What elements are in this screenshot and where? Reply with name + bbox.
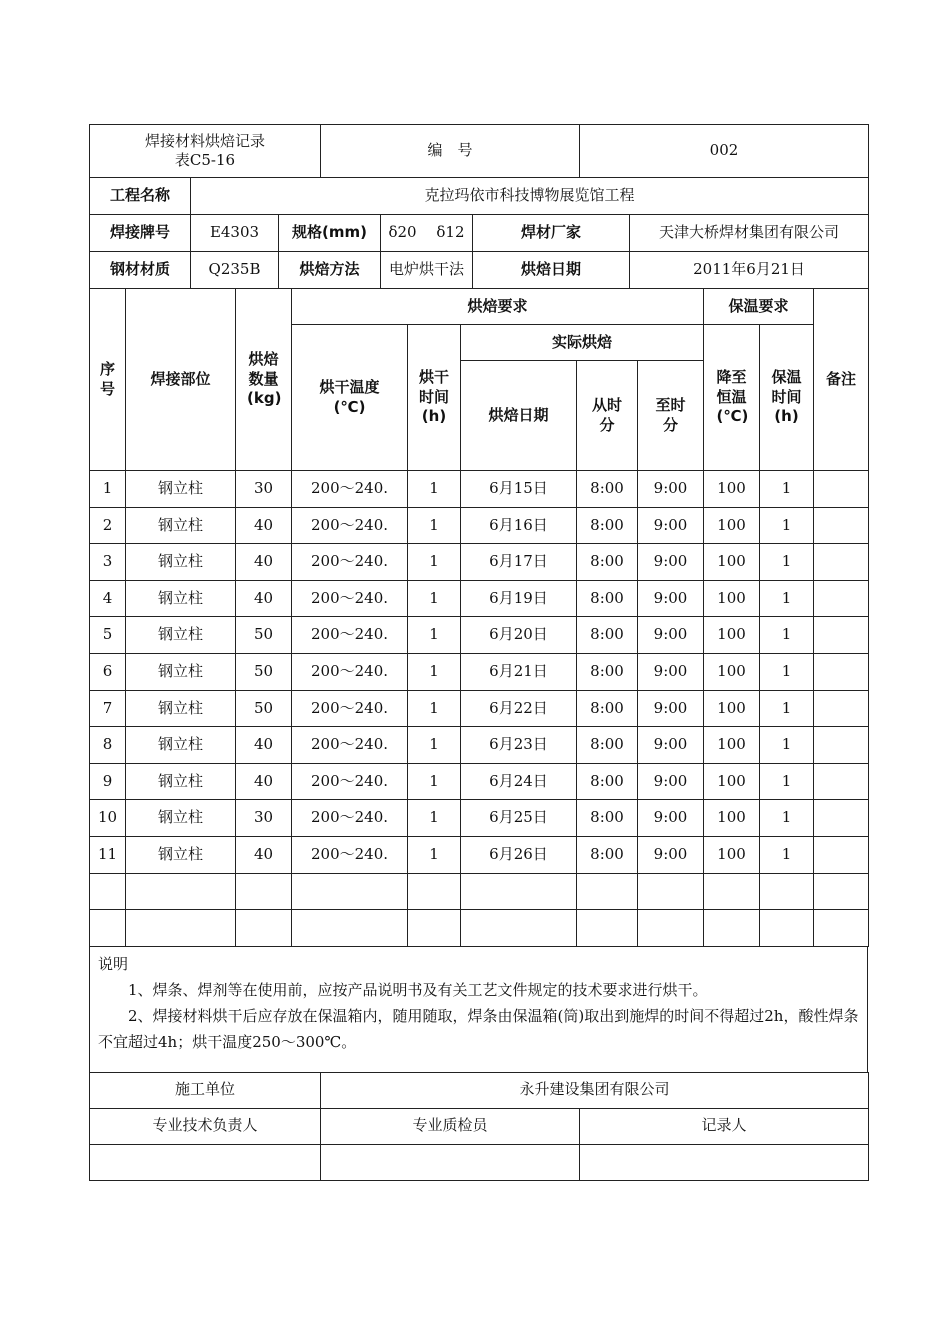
empty-cell: [814, 873, 869, 910]
cell-seq: 5: [90, 617, 126, 654]
rows-body: [90, 471, 869, 947]
table-row: [90, 836, 869, 873]
cell-part: 钢立柱: [126, 690, 236, 727]
number-label: 编 号: [321, 125, 580, 178]
cell-cool: 100: [704, 836, 760, 873]
cell-temp: 200～240.: [292, 580, 408, 617]
number-value: 002: [580, 125, 869, 178]
info-table: [89, 177, 869, 289]
notes-line-2: 2、焊接材料烘干后应存放在保温箱内，随用随取，焊条由保温箱(筒)取出到施焊的时间不得超过2h，酸性焊条不宜超过4h；烘干温度250～300℃。: [98, 1006, 859, 1051]
unit-label: 施工单位: [90, 1072, 321, 1108]
cell-date: 6月15日: [461, 471, 577, 508]
cell-to: 9:00: [638, 544, 704, 581]
cell-remark: [814, 727, 869, 764]
steel-label: 钢材材质: [90, 252, 191, 289]
cell-remark: [814, 544, 869, 581]
cell-part: 钢立柱: [126, 653, 236, 690]
col-remark: 备注: [814, 289, 869, 471]
col-temp: [292, 325, 408, 471]
cell-to: 9:00: [638, 471, 704, 508]
cell-qty: 40: [236, 763, 292, 800]
cell-to: 9:00: [638, 727, 704, 764]
cell-to: 9:00: [638, 836, 704, 873]
cell-seq: 9: [90, 763, 126, 800]
cell-date: 6月20日: [461, 617, 577, 654]
empty-cell: [126, 910, 236, 947]
empty-cell: [577, 873, 638, 910]
notes-line-1: 1、焊条、焊剂等在使用前，应按产品说明书及有关工艺文件规定的技术要求进行烘干。: [128, 980, 708, 999]
data-table: [89, 288, 869, 947]
empty-cell: [638, 873, 704, 910]
cell-temp: 200～240.: [292, 727, 408, 764]
cell-to: 9:00: [638, 617, 704, 654]
notes-table: [89, 946, 868, 1073]
form-code: 表C5-16: [174, 151, 236, 169]
empty-cell: [90, 873, 126, 910]
spec-label: 规格(mm): [279, 215, 381, 252]
cell-part: 钢立柱: [126, 727, 236, 764]
cell-time: 1: [408, 800, 461, 837]
cell-from: 8:00: [577, 836, 638, 873]
table-row: [90, 653, 869, 690]
cell-time: 1: [408, 836, 461, 873]
cell-date: 6月21日: [461, 653, 577, 690]
method-value: 电炉烘干法: [381, 252, 473, 289]
cell-keep: 1: [760, 507, 814, 544]
cell-remark: [814, 763, 869, 800]
cell-from: 8:00: [577, 507, 638, 544]
cell-qty: 30: [236, 800, 292, 837]
unit-value: 永升建设集团有限公司: [321, 1072, 869, 1108]
cell-remark: [814, 800, 869, 837]
cell-cool: 100: [704, 800, 760, 837]
cell-to: 9:00: [638, 690, 704, 727]
cell-date: 6月17日: [461, 544, 577, 581]
cell-temp: 200～240.: [292, 800, 408, 837]
empty-cell: [408, 873, 461, 910]
empty-cell: [292, 873, 408, 910]
col-to-label: 至时分: [655, 396, 686, 434]
cell-part: 钢立柱: [126, 836, 236, 873]
cell-cool: 100: [704, 580, 760, 617]
cell-part: 钢立柱: [126, 800, 236, 837]
cell-qty: 40: [236, 727, 292, 764]
empty-cell: [760, 910, 814, 947]
cell-qty: 50: [236, 617, 292, 654]
project-value: 克拉玛依市科技博物展览馆工程: [191, 178, 869, 215]
cell-keep: 1: [760, 800, 814, 837]
table-row: [90, 471, 869, 508]
date-value: 2011年6月21日: [630, 252, 869, 289]
empty-row: [90, 910, 869, 947]
cell-from: 8:00: [577, 544, 638, 581]
cell-from: 8:00: [577, 690, 638, 727]
table-row: [90, 507, 869, 544]
cell-date: 6月24日: [461, 763, 577, 800]
empty-cell: [292, 910, 408, 947]
cell-temp: 200～240.: [292, 617, 408, 654]
cell-from: 8:00: [577, 727, 638, 764]
table-row: [90, 544, 869, 581]
cell-part: 钢立柱: [126, 617, 236, 654]
cell-keep: 1: [760, 617, 814, 654]
maker-label: 焊材厂家: [473, 215, 630, 252]
col-seq-label: 序号: [100, 360, 116, 398]
cell-temp: 200～240.: [292, 471, 408, 508]
cell-date: 6月26日: [461, 836, 577, 873]
cell-temp: 200～240.: [292, 763, 408, 800]
col-keep: 保温要求: [704, 289, 814, 325]
project-label: 工程名称: [90, 178, 191, 215]
cell-seq: 4: [90, 580, 126, 617]
cell-qty: 40: [236, 580, 292, 617]
cell-to: 9:00: [638, 580, 704, 617]
col-date: 烘焙日期: [461, 361, 577, 471]
cell-qty: 40: [236, 836, 292, 873]
cell-seq: 1: [90, 471, 126, 508]
cell-to: 9:00: [638, 653, 704, 690]
cell-date: 6月25日: [461, 800, 577, 837]
cell-from: 8:00: [577, 471, 638, 508]
steel-value: Q235B: [191, 252, 279, 289]
cell-time: 1: [408, 763, 461, 800]
brand-label: 焊接牌号: [90, 215, 191, 252]
col-req: 烘焙要求: [292, 289, 704, 325]
cell-cool: 100: [704, 727, 760, 764]
cell-qty: 40: [236, 544, 292, 581]
col-cool-label: 降至恒温(℃): [716, 368, 749, 426]
qc-label: 专业质检员: [321, 1108, 580, 1144]
col-keeptime: [760, 325, 814, 471]
notes-title: 说明: [98, 954, 129, 973]
cell-keep: 1: [760, 836, 814, 873]
footer-table: [89, 1072, 869, 1181]
empty-cell: [704, 910, 760, 947]
cell-part: 钢立柱: [126, 763, 236, 800]
empty-cell: [461, 910, 577, 947]
cell-time: 1: [408, 471, 461, 508]
cell-date: 6月19日: [461, 580, 577, 617]
baking-record-form: [89, 124, 868, 1181]
cell-time: 1: [408, 727, 461, 764]
cell-cool: 100: [704, 653, 760, 690]
col-time-label: 烘干时间(h): [419, 368, 450, 426]
cell-keep: 1: [760, 471, 814, 508]
cell-remark: [814, 617, 869, 654]
cell-keep: 1: [760, 544, 814, 581]
cell-part: 钢立柱: [126, 544, 236, 581]
cell-date: 6月22日: [461, 690, 577, 727]
rec-sign: [580, 1144, 869, 1180]
cell-from: 8:00: [577, 653, 638, 690]
cell-keep: 1: [760, 727, 814, 764]
cell-date: 6月16日: [461, 507, 577, 544]
cell-seq: 8: [90, 727, 126, 764]
tech-label: 专业技术负责人: [90, 1108, 321, 1144]
cell-seq: 3: [90, 544, 126, 581]
cell-part: 钢立柱: [126, 580, 236, 617]
empty-cell: [126, 873, 236, 910]
cell-seq: 10: [90, 800, 126, 837]
empty-cell: [760, 873, 814, 910]
cell-part: 钢立柱: [126, 471, 236, 508]
cell-keep: 1: [760, 580, 814, 617]
cell-qty: 50: [236, 653, 292, 690]
cell-remark: [814, 836, 869, 873]
table-row: [90, 580, 869, 617]
col-from-label: 从时分: [592, 396, 623, 434]
cell-remark: [814, 580, 869, 617]
cell-keep: 1: [760, 763, 814, 800]
cell-time: 1: [408, 580, 461, 617]
empty-cell: [236, 873, 292, 910]
cell-remark: [814, 471, 869, 508]
col-qty: [236, 289, 292, 471]
header-table: [89, 124, 869, 178]
cell-time: 1: [408, 507, 461, 544]
empty-cell: [814, 910, 869, 947]
cell-seq: 11: [90, 836, 126, 873]
empty-cell: [577, 910, 638, 947]
cell-remark: [814, 507, 869, 544]
brand-value: E4303: [191, 215, 279, 252]
cell-cool: 100: [704, 544, 760, 581]
cell-keep: 1: [760, 690, 814, 727]
cell-to: 9:00: [638, 763, 704, 800]
cell-time: 1: [408, 617, 461, 654]
method-label: 烘焙方法: [279, 252, 381, 289]
col-seq: [90, 289, 126, 471]
col-to: [638, 361, 704, 471]
cell-date: 6月23日: [461, 727, 577, 764]
col-from: [577, 361, 638, 471]
empty-cell: [704, 873, 760, 910]
cell-temp: 200～240.: [292, 836, 408, 873]
cell-remark: [814, 690, 869, 727]
table-row: [90, 763, 869, 800]
cell-cool: 100: [704, 690, 760, 727]
cell-cool: 100: [704, 507, 760, 544]
col-part: 焊接部位: [126, 289, 236, 471]
cell-seq: 2: [90, 507, 126, 544]
cell-time: 1: [408, 690, 461, 727]
cell-qty: 30: [236, 471, 292, 508]
cell-cool: 100: [704, 471, 760, 508]
col-keeptime-label: 保温时间(h): [771, 368, 802, 426]
table-row: [90, 800, 869, 837]
col-qty-label: 烘焙数量(kg): [247, 350, 282, 408]
cell-temp: 200～240.: [292, 653, 408, 690]
cell-time: 1: [408, 653, 461, 690]
rec-label: 记录人: [580, 1108, 869, 1144]
cell-time: 1: [408, 544, 461, 581]
tech-sign: [90, 1144, 321, 1180]
col-time: [408, 325, 461, 471]
cell-part: 钢立柱: [126, 507, 236, 544]
cell-from: 8:00: [577, 617, 638, 654]
empty-cell: [461, 873, 577, 910]
cell-temp: 200～240.: [292, 507, 408, 544]
table-row: [90, 690, 869, 727]
cell-temp: 200～240.: [292, 690, 408, 727]
cell-remark: [814, 653, 869, 690]
empty-cell: [408, 910, 461, 947]
spec-value: δ20 δ12: [381, 215, 473, 252]
cell-from: 8:00: [577, 580, 638, 617]
cell-qty: 50: [236, 690, 292, 727]
cell-to: 9:00: [638, 800, 704, 837]
cell-keep: 1: [760, 653, 814, 690]
cell-from: 8:00: [577, 763, 638, 800]
empty-cell: [236, 910, 292, 947]
cell-qty: 40: [236, 507, 292, 544]
form-title-cell: [90, 125, 321, 178]
maker-value: 天津大桥焊材集团有限公司: [630, 215, 869, 252]
col-actual: 实际烘焙: [461, 325, 704, 361]
table-row: [90, 727, 869, 764]
notes-cell: [90, 946, 868, 1072]
col-cool: [704, 325, 760, 471]
cell-seq: 6: [90, 653, 126, 690]
empty-row: [90, 873, 869, 910]
cell-from: 8:00: [577, 800, 638, 837]
cell-seq: 7: [90, 690, 126, 727]
form-title: 焊接材料烘焙记录: [144, 131, 265, 150]
cell-to: 9:00: [638, 507, 704, 544]
empty-cell: [638, 910, 704, 947]
qc-sign: [321, 1144, 580, 1180]
date-label: 烘焙日期: [473, 252, 630, 289]
empty-cell: [90, 910, 126, 947]
table-row: [90, 617, 869, 654]
cell-temp: 200～240.: [292, 544, 408, 581]
col-temp-label: 烘干温度(℃): [319, 378, 380, 416]
cell-cool: 100: [704, 617, 760, 654]
cell-cool: 100: [704, 763, 760, 800]
